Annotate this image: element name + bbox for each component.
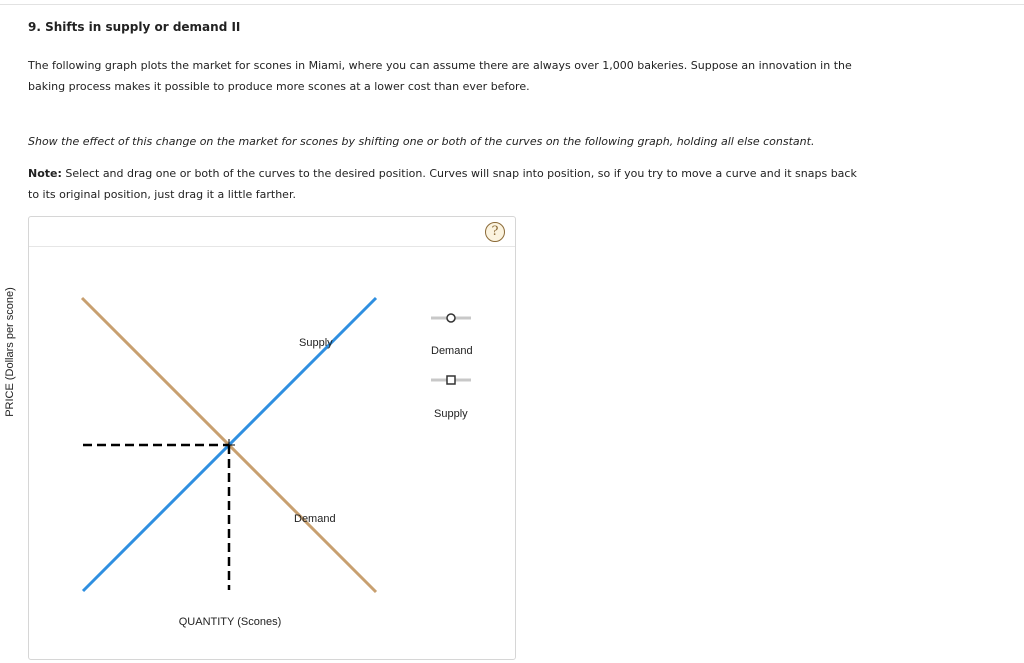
help-icon[interactable]: ? bbox=[485, 222, 505, 242]
x-axis-label: QUANTITY (Scones) bbox=[178, 616, 282, 628]
question-instruction: Show the effect of this change on the market for scones by shifting one or both of the curves on the following graph, holding all else constant. bbox=[28, 135, 815, 148]
demand-legend-tool[interactable] bbox=[431, 314, 471, 322]
supply-legend-tool[interactable] bbox=[431, 376, 471, 384]
square-marker-icon bbox=[447, 376, 455, 384]
question-title: 9. Shifts in supply or demand II bbox=[28, 20, 241, 34]
y-axis-label: PRICE (Dollars per scone) bbox=[4, 287, 16, 417]
note-text: Select and drag one or both of the curves to the desired position. Curves will snap into position, so if you try to move a curve and it snaps back to its original position, just drag it a little farther. bbox=[28, 167, 857, 201]
supply-legend-label: Supply bbox=[434, 408, 468, 420]
circle-marker-icon bbox=[447, 314, 455, 322]
question-intro: The following graph plots the market for scones in Miami, where you can assume there are always over 1,000 bakeries. Suppose an innovation in the baking process makes it possible to produce more scones at a lower cost than ever before. bbox=[28, 59, 852, 93]
demand-legend-label: Demand bbox=[431, 345, 473, 357]
demand-curve-label: Demand bbox=[294, 513, 336, 525]
supply-curve-label: Supply bbox=[299, 337, 333, 349]
note-label: Note: bbox=[28, 167, 62, 180]
